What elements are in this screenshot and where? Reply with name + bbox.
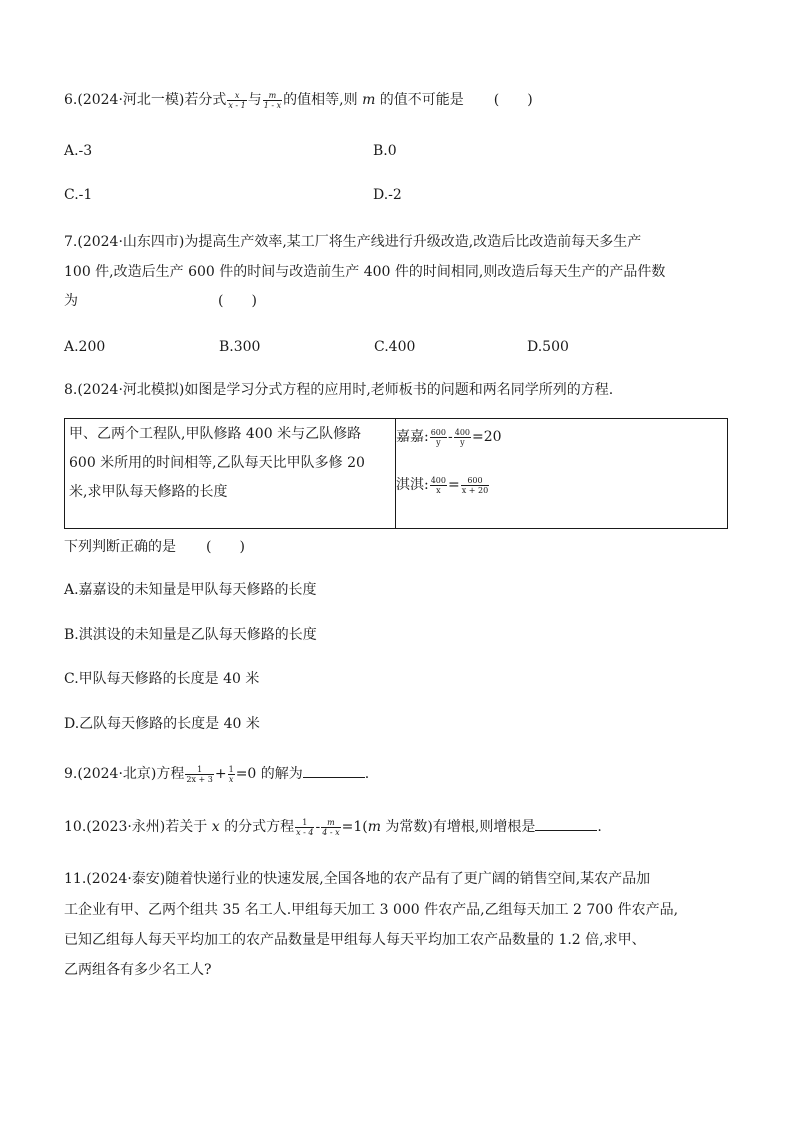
q8-problem-line-3: 米,求甲队每天修路的长度 — [69, 484, 228, 500]
q7-option-d[interactable]: D.500 — [527, 339, 569, 355]
q10-answer-blank[interactable] — [535, 818, 597, 831]
q8-problem-cell — [65, 419, 396, 529]
question-6-stem — [64, 90, 533, 110]
q6-option-b[interactable]: B.0 — [373, 143, 397, 159]
q9-answer-blank[interactable] — [303, 765, 365, 778]
q8-problem-table — [64, 418, 728, 529]
qiqi-equation — [396, 475, 727, 495]
qiqi-f2-denominator: x + 20 — [461, 485, 489, 495]
q6-frac1-numerator: x — [227, 91, 246, 101]
jiajia-fraction-2 — [454, 428, 471, 447]
q7-answer-paren[interactable]: ( ) — [218, 293, 257, 309]
q8-problem-line-2: 600 米所用的时间相等,乙队每天比甲队多修 20 — [69, 455, 365, 471]
question-10-stem — [64, 817, 602, 837]
q7-option-a[interactable]: A.200 — [64, 339, 106, 355]
q9-fraction-1 — [185, 765, 213, 784]
q8-option-a[interactable]: A.嘉嘉设的未知量是甲队每天修路的长度 — [64, 582, 317, 598]
q9-f2-numerator: 1 — [228, 764, 234, 774]
qiqi-f1-denominator: x — [436, 485, 441, 495]
q8-question-text: 下列判断正确的是 — [64, 539, 176, 555]
q8-option-d[interactable]: D.乙队每天修路的长度是 40 米 — [64, 716, 260, 732]
q6-fraction-1 — [227, 91, 246, 110]
q6-frac2-denominator: 1 - x — [263, 100, 282, 110]
q6-option-a[interactable]: A.-3 — [64, 143, 93, 159]
jiajia-rhs: =20 — [472, 429, 502, 445]
q11-line-3: 已知乙组每人每天平均加工的农产品数量是甲组每人每天平均加工农产品数量的 1.2 倍,求甲、 — [64, 932, 646, 948]
q11-line-2: 工企业有甲、乙两个组共 35 名工人.甲组每天加工 3 000 件农产品,乙组每天加工 2 700 件农产品, — [64, 902, 679, 918]
qiqi-f2-numerator: 600 — [461, 476, 489, 486]
q9-f1-numerator: 1 — [185, 765, 213, 775]
qiqi-fraction-1 — [430, 476, 447, 495]
q7-option-c[interactable]: C.400 — [374, 339, 416, 355]
q10-prefix: 10.(2023·永州)若关于 — [64, 819, 212, 835]
qiqi-f1-numerator: 400 — [430, 475, 446, 485]
q6-suffix-a: 的值相等,则 — [283, 92, 363, 108]
q7-line-3 — [64, 291, 257, 311]
q6-option-c[interactable]: C.-1 — [64, 187, 93, 203]
q6-prefix: 6.(2024·河北一模)若分式 — [64, 92, 227, 108]
jiajia-fraction-1 — [430, 428, 447, 447]
q7-option-b[interactable]: B.300 — [219, 339, 261, 355]
q8-intro: 8.(2024·河北模拟)如图是学习分式方程的应用时,老师板书的问题和两名同学所列的方程. — [64, 382, 614, 398]
q10-operator: - — [315, 819, 321, 835]
q8-option-c[interactable]: C.甲队每天修路的长度是 40 米 — [64, 671, 260, 687]
q10-f1-denominator: x - 4 — [296, 827, 314, 837]
qiqi-label: 淇淇: — [396, 477, 429, 493]
q8-problem-line-1: 甲、乙两个工程队,甲队修路 400 米与乙队修路 — [69, 426, 362, 442]
q8-answer-paren[interactable]: ( ) — [206, 539, 245, 555]
q6-frac2-numerator: m — [263, 91, 282, 101]
q10-variable-x: x — [211, 819, 220, 835]
q10-variable-m: m — [367, 819, 381, 835]
q7-line-1: 7.(2024·山东四市)为提高生产效率,某工厂将生产线进行升级改造,改造后比改造前每天多生产 — [64, 234, 642, 250]
jiajia-f2-denominator: y — [460, 437, 465, 447]
jiajia-equation — [396, 427, 727, 447]
q8-question — [64, 537, 245, 557]
q6-answer-paren[interactable]: ( ) — [493, 92, 533, 108]
q6-mid: 与 — [247, 92, 262, 108]
q9-f1-denominator: 2x + 3 — [186, 774, 213, 784]
qiqi-fraction-2 — [461, 476, 489, 495]
jiajia-f2-numerator: 400 — [454, 427, 471, 437]
q10-f2-numerator: m — [321, 818, 340, 828]
q6-frac1-denominator: x - 1 — [228, 100, 246, 110]
q10-f2-denominator: 4 - x — [322, 827, 340, 837]
jiajia-operator: - — [448, 429, 453, 445]
q10-fraction-1 — [295, 818, 314, 837]
q9-f2-denominator: x — [228, 774, 234, 784]
q9-operator: + — [214, 766, 227, 782]
q10-end: . — [597, 819, 602, 835]
q9-suffix: =0 的解为 — [235, 766, 303, 782]
q8-equations-cell — [396, 419, 728, 529]
question-9-stem — [64, 764, 369, 784]
jiajia-f1-denominator: y — [436, 437, 441, 447]
q6-fraction-2 — [263, 91, 282, 110]
q10-mid: 的分式方程 — [219, 819, 295, 835]
q10-f1-numerator: 1 — [295, 818, 314, 828]
q8-option-b[interactable]: B.淇淇设的未知量是乙队每天修路的长度 — [64, 627, 317, 643]
q9-fraction-2 — [228, 765, 235, 784]
q10-suffix-a: =1( — [341, 819, 368, 835]
jiajia-label: 嘉嘉: — [396, 429, 429, 445]
q6-suffix-b: 的值不可能是 — [375, 92, 464, 108]
q6-variable: m — [362, 92, 376, 108]
q11-line-4: 乙两组各有多少名工人? — [64, 962, 212, 978]
qiqi-equals: = — [448, 477, 460, 493]
q9-end: . — [364, 766, 370, 782]
q6-option-d[interactable]: D.-2 — [373, 187, 402, 203]
q11-line-1: 11.(2024·泰安)随着快递行业的快速发展,全国各地的农产品有了更广阔的销售空间,某农产品加 — [64, 871, 651, 887]
jiajia-f1-numerator: 600 — [430, 427, 446, 437]
q10-suffix-b: 为常数)有增根,则增根是 — [380, 819, 536, 835]
q7-line-2: 100 件,改造后生产 600 件的时间与改造前生产 400 件的时间相同,则改造后每天生产的产品件数 — [64, 264, 666, 280]
q7-line-3-text: 为 — [64, 293, 78, 309]
q9-prefix: 9.(2024·北京)方程 — [64, 766, 185, 782]
q10-fraction-2 — [321, 818, 340, 837]
